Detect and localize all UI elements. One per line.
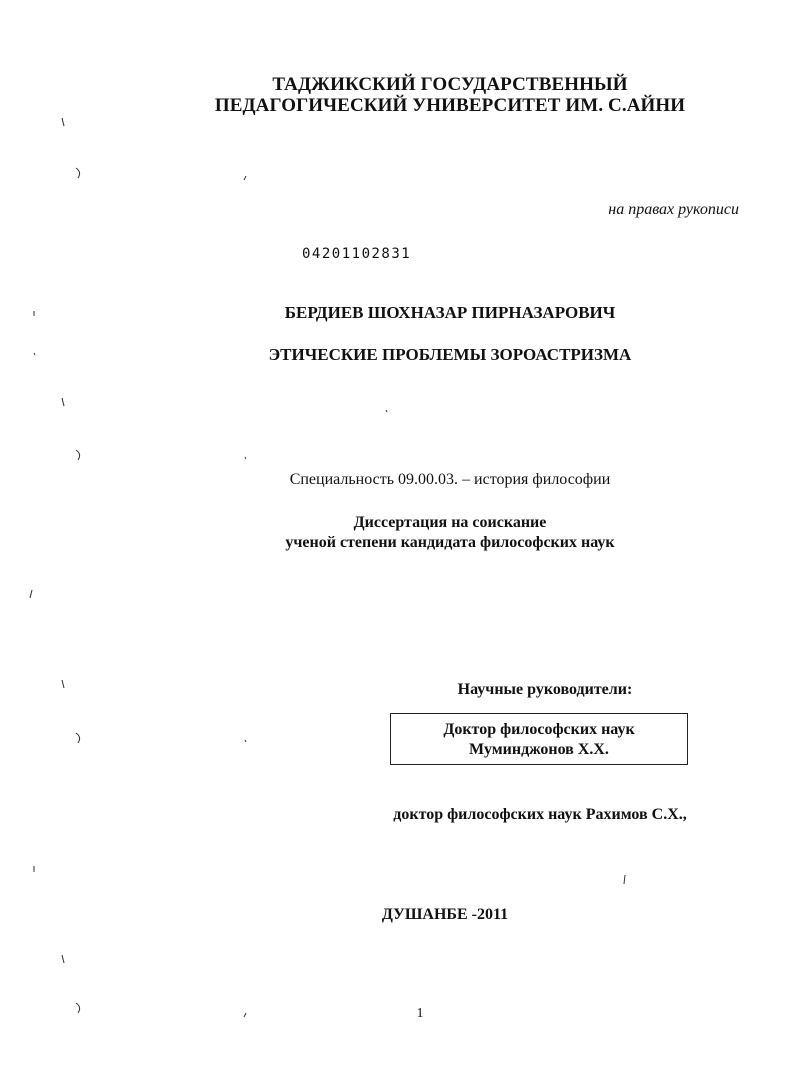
scan-mark: [62, 680, 64, 688]
manuscript-note: на правах рукописи: [608, 201, 739, 218]
supervisor-name: Муминджонов Х.Х.: [469, 741, 609, 758]
scan-mark: [62, 398, 64, 406]
scan-mark: [76, 1003, 80, 1013]
university-line-1: ТАДЖИКСКИЙ ГОСУДАРСТВЕННЫЙ: [272, 74, 628, 95]
page-number: 1: [416, 1006, 424, 1021]
scan-mark: [386, 410, 387, 412]
city-year: ДУШАНБЕ -2011: [381, 906, 509, 923]
scan-mark: [76, 450, 80, 460]
thesis-title: ЭТИЧЕСКИЕ ПРОБЛЕМЫ ЗОРОАСТРИЗМА: [268, 345, 632, 364]
specialty-line: Специальность 09.00.03. – история философии: [289, 471, 611, 488]
university-name: [150, 74, 750, 116]
scan-mark: [245, 457, 246, 459]
supervisors-heading: Научные руководители:: [457, 681, 633, 698]
dissertation-line-1: Диссертация на соискание: [353, 514, 547, 531]
second-supervisor: доктор философских наук Рахимов С.Х.,: [393, 806, 687, 823]
scan-mark: [244, 1013, 246, 1017]
scan-mark: [62, 955, 64, 963]
scan-mark: [624, 875, 625, 884]
scan-mark: [62, 118, 64, 126]
author-name: БЕРДИЕВ ШОХНАЗАР ПИРНАЗАРОВИЧ: [284, 303, 616, 322]
scan-mark: [76, 733, 80, 743]
supervisor-degree: Доктор философских наук: [443, 721, 635, 738]
scan-mark: [244, 176, 246, 180]
dissertation-line-2: ученой степени кандидата философских наук: [285, 534, 615, 551]
university-line-2: ПЕДАГОГИЧЕСКИЙ УНИВЕРСИТЕТ ИМ. С.АЙНИ: [214, 95, 686, 116]
supervisor-box: [390, 713, 688, 765]
dissertation-statement: [150, 513, 750, 553]
scan-mark: [30, 590, 32, 598]
scan-mark: [34, 353, 35, 355]
scan-mark: [245, 740, 246, 742]
scan-mark: [76, 168, 80, 178]
catalog-number: 04201102831: [302, 246, 412, 262]
